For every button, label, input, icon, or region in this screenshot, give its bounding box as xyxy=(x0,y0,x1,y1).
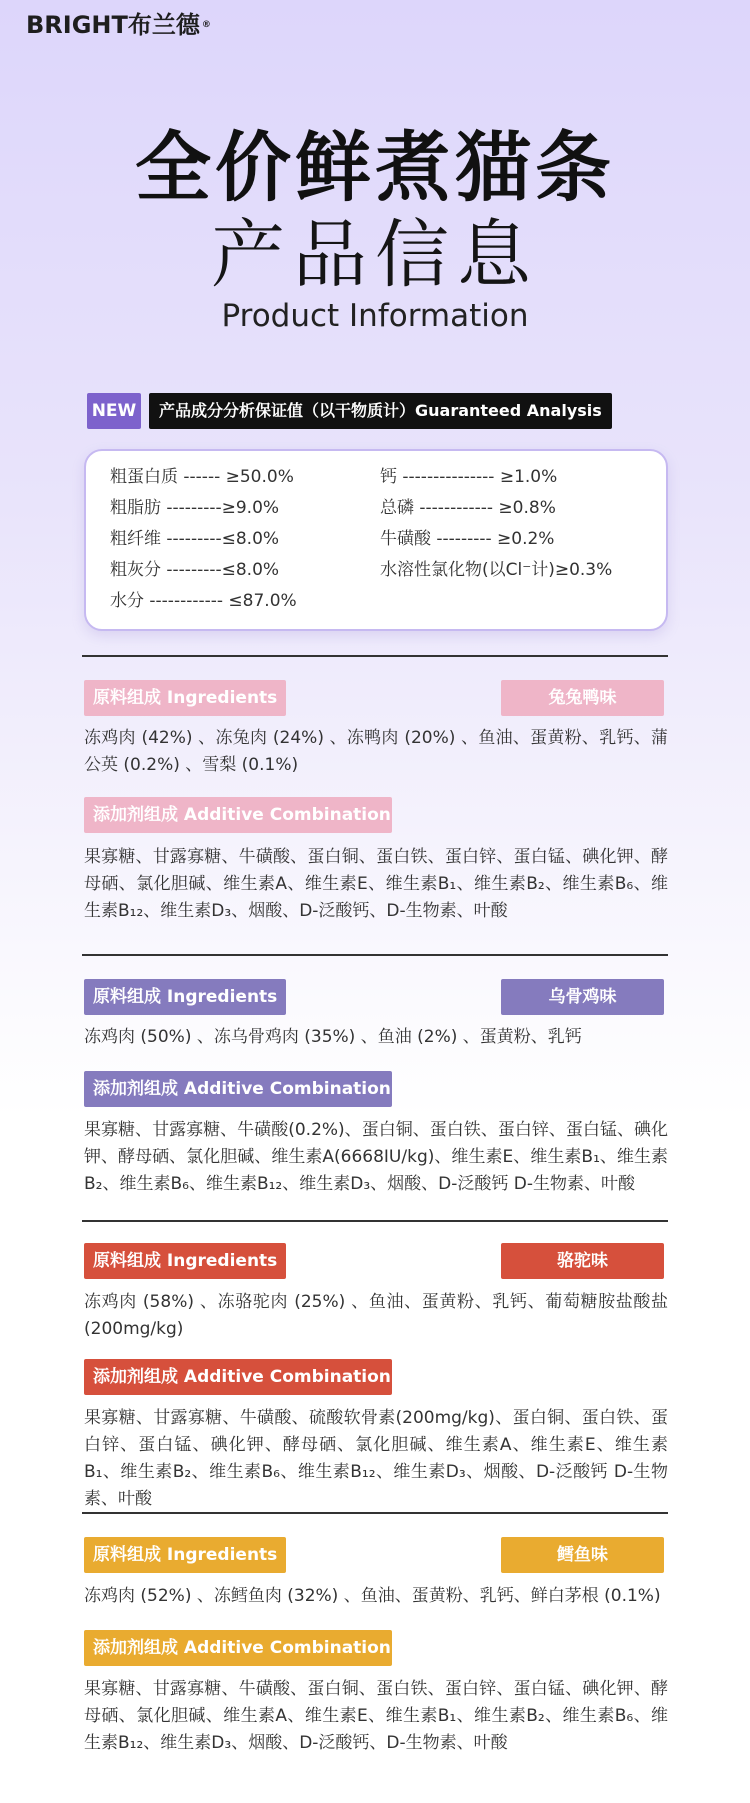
ingredients-tag: 原料组成 Ingredients xyxy=(84,979,286,1015)
analysis-item: 粗灰分 ---------≤8.0% xyxy=(110,560,280,580)
analysis-header xyxy=(87,393,612,429)
additives-text: 果寡糖、甘露寡糖、牛磺酸(0.2%)、蛋白铜、蛋白铁、蛋白锌、蛋白锰、碘化钾、酵母硒、氯化胆碱、维生素A(6668IU/kg)、维生素E、维生素B₁、维生素B₂、维生素B₆、维生素B₁₂、维生素D₃、烟酸、D-泛酸钙 D-生物素、叶酸 xyxy=(84,1120,668,1194)
analysis-box xyxy=(84,449,668,631)
analysis-item: 粗纤维 ---------≤8.0% xyxy=(110,529,280,549)
analysis-item: 水溶性氯化物(以Cl⁻计)≥0.3% xyxy=(380,560,613,580)
additives-text: 果寡糖、甘露寡糖、牛磺酸、硫酸软骨素(200mg/kg)、蛋白铜、蛋白铁、蛋白锌、蛋白锰、碘化钾、酵母硒、氯化胆碱、维生素A、维生素E、维生素B₁、维生素B₂、维生素B₆、维生素B₁₂、维生素D₃、烟酸、D-泛酸钙 D-生物素、叶酸 xyxy=(84,1408,668,1509)
additive-tag: 添加剂组成 Additive Combination xyxy=(84,1071,392,1107)
new-badge: NEW xyxy=(87,393,141,429)
flavor-badge: 兔兔鸭味 xyxy=(501,680,664,716)
ingredients-text: 冻鸡肉 (58%) 、冻骆驼肉 (25%) 、鱼油、蛋黄粉、乳钙、葡萄糖胺盐酸盐 (200mg/kg) xyxy=(84,1292,668,1339)
analysis-item: 水分 ------------ ≤87.0% xyxy=(110,591,297,611)
analysis-item: 粗脂肪 ---------≥9.0% xyxy=(110,498,280,518)
analysis-item: 牛磺酸 --------- ≥0.2% xyxy=(380,529,555,549)
brand-logo xyxy=(26,10,211,40)
ingredients-text: 冻鸡肉 (50%) 、冻乌骨鸡肉 (35%) 、鱼油 (2%) 、蛋黄粉、乳钙 xyxy=(84,1027,582,1047)
logo-cn: 布兰德 xyxy=(127,11,200,39)
page-subtitle: 产品信息 xyxy=(211,212,539,298)
section-divider xyxy=(82,954,668,956)
flavor-badge: 鳕鱼味 xyxy=(501,1537,664,1573)
analysis-item: 总磷 ------------ ≥0.8% xyxy=(380,498,556,518)
additives-text: 果寡糖、甘露寡糖、牛磺酸、蛋白铜、蛋白铁、蛋白锌、蛋白锰、碘化钾、酵母硒、氯化胆碱、维生素A、维生素E、维生素B₁、维生素B₂、维生素B₆、维生素B₁₂、维生素D₃、烟酸、D-泛酸钙、D-生物素、叶酸 xyxy=(84,847,668,921)
analysis-item: 粗蛋白质 ------ ≥50.0% xyxy=(110,467,294,487)
additives-text: 果寡糖、甘露寡糖、牛磺酸、蛋白铜、蛋白铁、蛋白锌、蛋白锰、碘化钾、酵母硒、氯化胆碱、维生素A、维生素E、维生素B₁、维生素B₂、维生素B₆、维生素B₁₂、维生素D₃、烟酸、D-泛酸钙、D-生物素、叶酸 xyxy=(84,1679,668,1753)
ingredients-tag: 原料组成 Ingredients xyxy=(84,1537,286,1573)
additive-tag: 添加剂组成 Additive Combination xyxy=(84,1630,392,1666)
section-divider xyxy=(82,655,668,657)
analysis-item: 钙 --------------- ≥1.0% xyxy=(380,467,558,487)
section-divider xyxy=(82,1512,668,1514)
flavor-badge: 乌骨鸡味 xyxy=(501,979,664,1015)
page-title: 全价鲜煮猫条 xyxy=(135,123,615,212)
additive-tag: 添加剂组成 Additive Combination xyxy=(84,1359,392,1395)
ingredients-tag: 原料组成 Ingredients xyxy=(84,1243,286,1279)
ingredients-text: 冻鸡肉 (52%) 、冻鳕鱼肉 (32%) 、鱼油、蛋黄粉、乳钙、鲜白茅根 (0.1%) xyxy=(84,1586,661,1606)
logo-en: BRIGHT xyxy=(26,11,128,39)
section-divider xyxy=(82,1220,668,1222)
trademark-mark: ® xyxy=(201,20,211,30)
ingredients-text: 冻鸡肉 (42%) 、冻兔肉 (24%) 、冻鸭肉 (20%) 、鱼油、蛋黄粉、乳钙、蒲公英 (0.2%) 、雪梨 (0.1%) xyxy=(84,728,668,775)
page-subtitle-en: Product Information xyxy=(221,298,529,334)
flavor-badge: 骆驼味 xyxy=(501,1243,664,1279)
ingredients-tag: 原料组成 Ingredients xyxy=(84,680,286,716)
additive-tag: 添加剂组成 Additive Combination xyxy=(84,797,392,833)
analysis-label: 产品成分分析保证值（以干物质计）Guaranteed Analysis xyxy=(149,393,612,429)
